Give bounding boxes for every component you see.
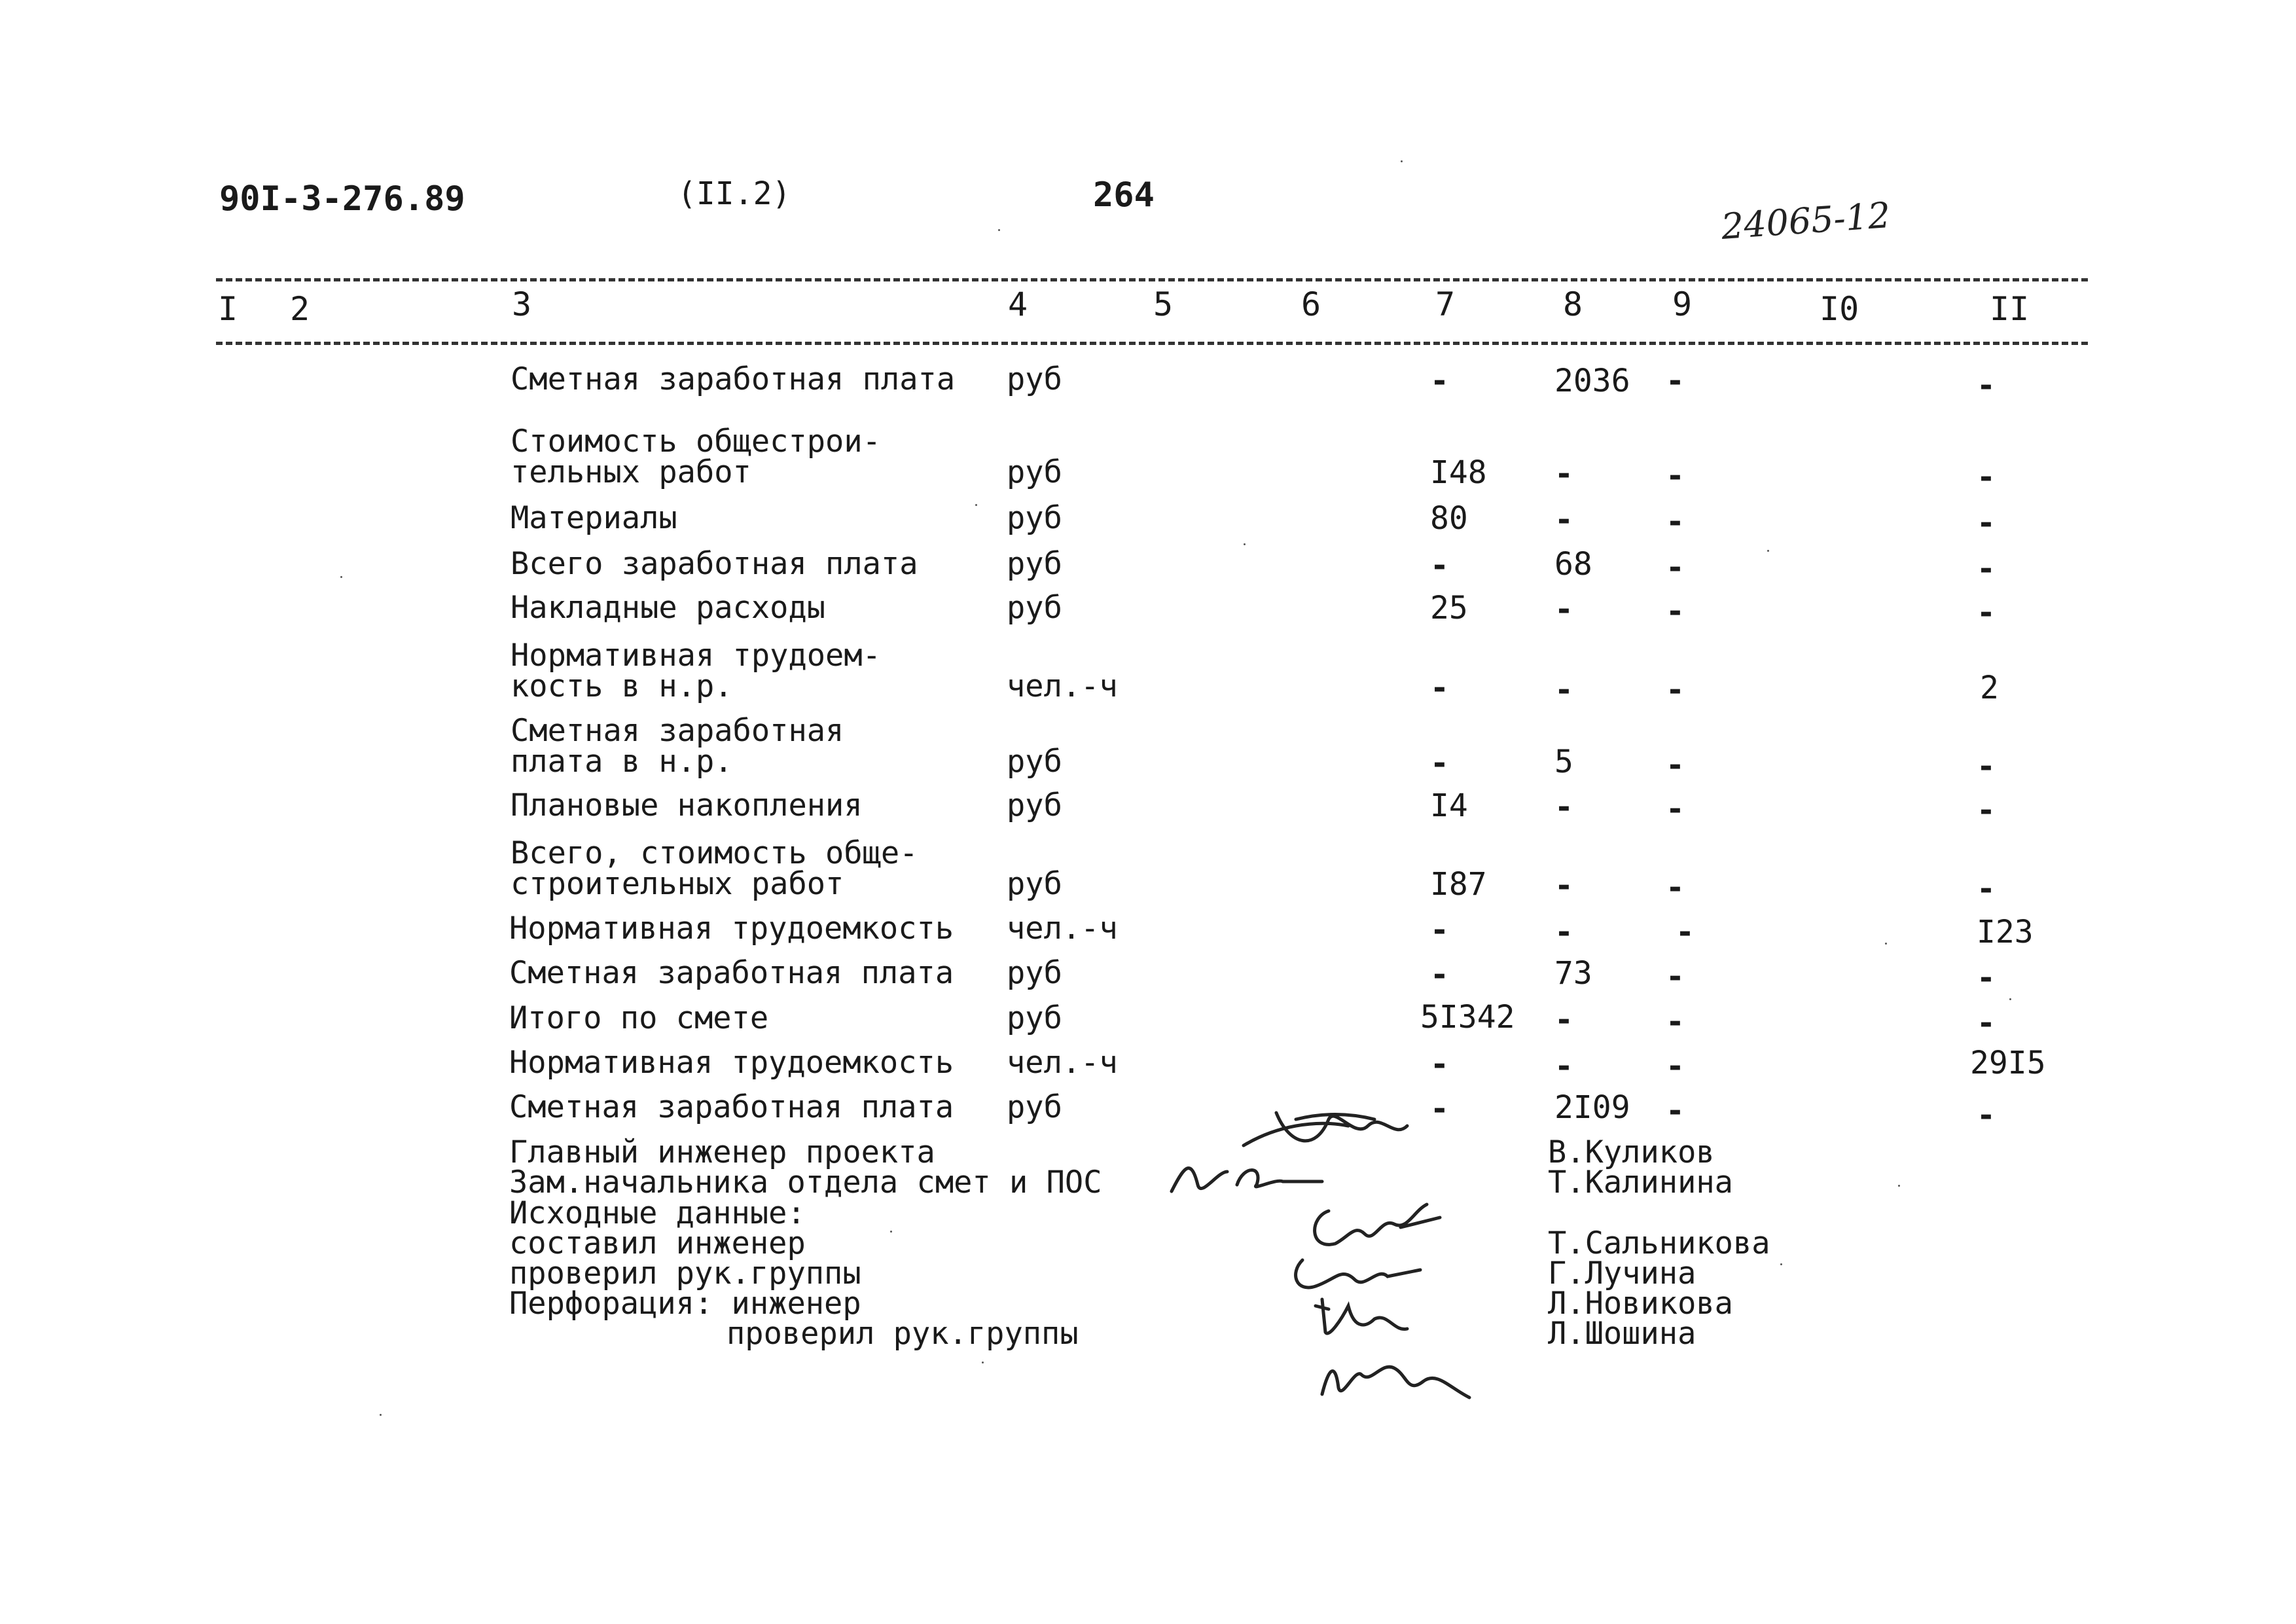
col8-value: -	[1554, 789, 1573, 825]
row-unit: руб	[1007, 1000, 1062, 1036]
col11-value: -	[1977, 550, 1996, 587]
col9-value: -	[1666, 363, 1685, 399]
col11-value: -	[1977, 594, 1996, 631]
row-description: Сметная заработная плата	[511, 361, 956, 397]
row-unit: руб	[1007, 866, 1062, 902]
col11-value: -	[1977, 1097, 1996, 1134]
row-description: тельных работ	[511, 454, 751, 490]
col7-value: -	[1430, 363, 1449, 399]
signatory-name: Г.Лучина	[1548, 1255, 1696, 1291]
col8-value: 73	[1554, 955, 1592, 992]
speck	[890, 1231, 892, 1233]
col9-value: -	[1666, 869, 1685, 906]
row-unit: руб	[1007, 454, 1062, 490]
col9-value: -	[1666, 593, 1685, 630]
signatory-name: Л.Шошина	[1548, 1316, 1696, 1352]
col9-value: -	[1666, 1048, 1685, 1085]
row-unit: руб	[1007, 744, 1062, 780]
col7-value: I87	[1430, 866, 1487, 903]
row-unit: руб	[1007, 1089, 1062, 1125]
col8-value: -	[1554, 867, 1573, 904]
col9-value: -	[1666, 958, 1685, 995]
speck	[1401, 160, 1403, 162]
column-number: I0	[1820, 290, 1859, 328]
row-description: Нормативная трудоем-	[511, 638, 881, 674]
row-description: плата в н.р.	[511, 744, 733, 780]
column-number: I	[218, 290, 238, 328]
signature-label: проверил рук.группы	[509, 1255, 861, 1291]
col7-value: -	[1430, 1091, 1449, 1127]
col11-value: -	[1977, 960, 1996, 996]
speck	[975, 504, 977, 506]
col7-value: -	[1430, 912, 1449, 948]
col9-value: -	[1666, 503, 1685, 540]
col11-value: -	[1977, 1005, 1996, 1041]
col11-value: 29I5	[1970, 1045, 2046, 1081]
col11-value: -	[1977, 792, 1996, 829]
col8-value: -	[1554, 672, 1573, 708]
column-number: 3	[512, 285, 532, 323]
column-number: II	[1990, 290, 2030, 328]
row-unit: чел.-ч	[1007, 1045, 1118, 1081]
row-unit: руб	[1007, 546, 1062, 582]
col8-value: 2I09	[1554, 1089, 1630, 1126]
col7-value: -	[1430, 670, 1449, 706]
row-description: Сметная заработная плата	[509, 1089, 954, 1125]
speck	[2009, 998, 2011, 1000]
col11-value: -	[1977, 871, 1996, 907]
row-description: Нормативная трудоемкость	[509, 1045, 954, 1081]
speck	[1898, 1185, 1900, 1187]
signature-label: Зам.начальника отдела смет и ПОС	[509, 1164, 1102, 1200]
col8-value: -	[1554, 456, 1573, 492]
row-description: Накладные расходы	[511, 590, 826, 626]
col9-value: -	[1666, 458, 1685, 494]
col8-value: -	[1554, 591, 1573, 628]
row-description: Итого по смете	[509, 1000, 769, 1036]
column-number: 5	[1153, 285, 1174, 323]
row-unit: руб	[1007, 590, 1062, 626]
col9-value: -	[1666, 791, 1685, 827]
column-number: 7	[1435, 285, 1456, 323]
handwritten-signature	[1165, 1152, 1335, 1204]
col8-value: 5	[1554, 744, 1573, 780]
col11-value: 2	[1980, 670, 1999, 706]
col9-value: -	[1666, 549, 1685, 586]
row-description: Плановые накопления	[511, 787, 863, 823]
col9-value: -	[1666, 672, 1685, 708]
page-number: 264	[1093, 175, 1155, 215]
inventory-number-handwritten: 24065-12	[1719, 194, 1892, 247]
col7-value: 5I342	[1420, 999, 1515, 1036]
speck	[1244, 543, 1246, 545]
col7-value: -	[1430, 547, 1449, 584]
row-unit: руб	[1007, 361, 1062, 397]
col9-value: -	[1666, 1092, 1685, 1129]
row-description: Стоимость общестрои-	[511, 424, 881, 460]
row-unit: чел.-ч	[1007, 668, 1118, 704]
row-description: Всего, стоимость обще-	[511, 835, 918, 871]
row-description: кость в н.р.	[511, 668, 733, 704]
signatory-name: В.Куликов	[1548, 1134, 1715, 1170]
col8-value: 2036	[1554, 363, 1630, 399]
col11-value: -	[1977, 748, 1996, 785]
column-number: 4	[1008, 285, 1028, 323]
row-description: Материалы	[511, 500, 677, 536]
signature-label: Главный инженер проекта	[509, 1134, 935, 1170]
handwritten-signature	[1309, 1348, 1479, 1407]
speck	[1780, 1263, 1782, 1265]
signatory-name: Т.Сальникова	[1548, 1225, 1770, 1261]
col7-value: -	[1430, 956, 1449, 993]
col11-value: I23	[1977, 914, 2034, 950]
row-unit: чел.-ч	[1007, 911, 1118, 947]
speck	[998, 229, 1000, 231]
col9-value: -	[1666, 747, 1685, 784]
signatory-name: Л.Новикова	[1548, 1286, 1733, 1322]
row-description: Сметная заработная плата	[509, 955, 954, 991]
signature-label: Исходные данные:	[509, 1195, 806, 1231]
signature-label: проверил рук.группы	[726, 1316, 1079, 1352]
row-unit: руб	[1007, 787, 1062, 823]
speck	[982, 1362, 984, 1363]
row-description: строительных работ	[511, 866, 844, 902]
column-number: 6	[1301, 285, 1321, 323]
signature-label: составил инженер	[509, 1225, 806, 1261]
col7-value: -	[1430, 745, 1449, 782]
handwritten-signature	[1283, 1247, 1433, 1299]
signature-label: Перфорация: инженер	[509, 1286, 861, 1322]
col7-value: 80	[1430, 500, 1468, 537]
row-description: Нормативная трудоемкость	[509, 911, 954, 947]
row-description: Сметная заработная	[511, 713, 844, 749]
section-number: (II.2)	[677, 175, 791, 212]
col9-value: -	[1666, 1003, 1685, 1040]
col11-value: -	[1977, 459, 1996, 496]
row-unit: руб	[1007, 500, 1062, 536]
speck	[340, 576, 342, 578]
col8-value: -	[1554, 1048, 1573, 1085]
handwritten-signature	[1302, 1293, 1433, 1345]
col8-value: -	[1554, 1001, 1573, 1038]
column-number: 9	[1672, 285, 1693, 323]
row-description: Всего заработная плата	[511, 546, 918, 582]
col7-value: I48	[1430, 454, 1487, 491]
col7-value: -	[1430, 1046, 1449, 1083]
column-number: 8	[1563, 285, 1583, 323]
column-number: 2	[290, 290, 310, 328]
col9-value: -	[1676, 914, 1695, 950]
header-rule-bottom	[216, 342, 2088, 345]
col7-value: 25	[1430, 590, 1468, 626]
col8-value: 68	[1554, 546, 1592, 583]
row-unit: руб	[1007, 955, 1062, 991]
speck	[1767, 550, 1769, 552]
col8-value: -	[1554, 501, 1573, 538]
col11-value: -	[1977, 505, 1996, 541]
document-code: 90I-3-276.89	[219, 179, 465, 219]
col7-value: I4	[1430, 787, 1468, 824]
header-rule-top	[216, 278, 2088, 281]
speck	[380, 1414, 382, 1416]
col11-value: -	[1977, 367, 1996, 404]
signatory-name: Т.Калинина	[1548, 1164, 1733, 1200]
speck	[1885, 943, 1887, 945]
col8-value: -	[1554, 914, 1573, 950]
